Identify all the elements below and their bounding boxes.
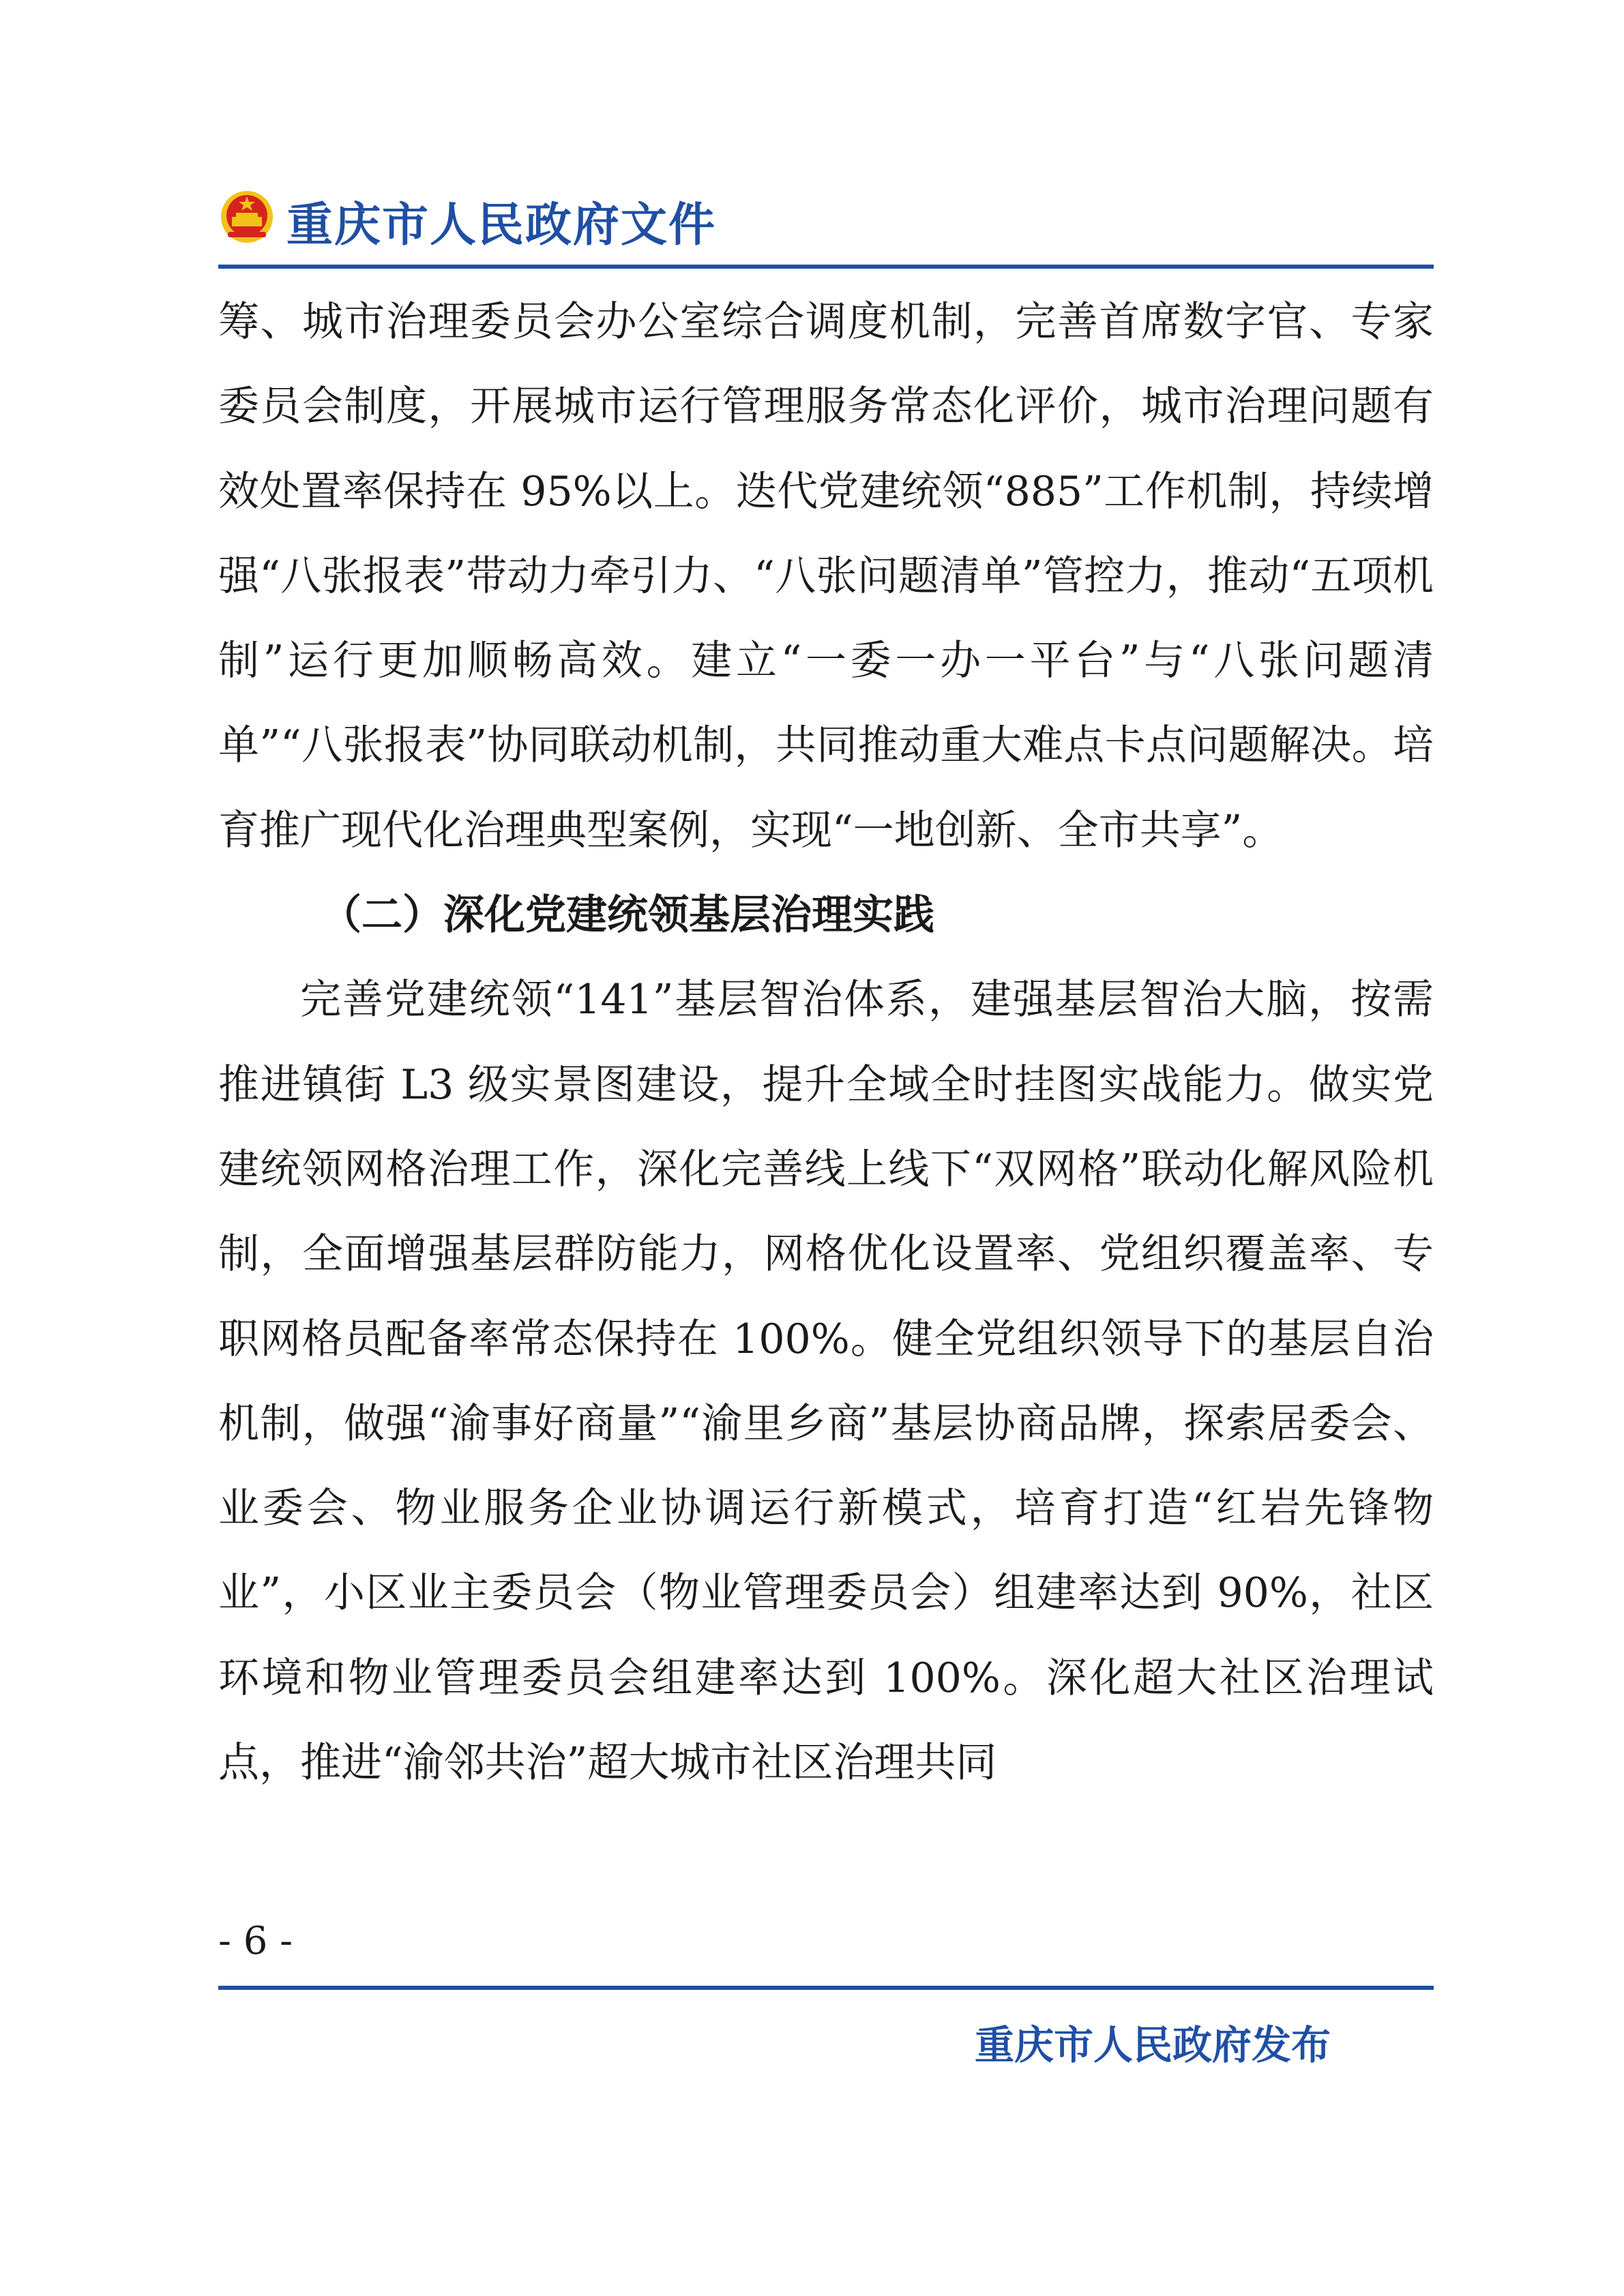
national-emblem-icon bbox=[218, 187, 276, 244]
page-number: - 6 - bbox=[218, 1919, 293, 1963]
footer-divider bbox=[218, 1986, 1434, 1990]
section-heading: （二）深化党建统领基层治理实践 bbox=[321, 891, 934, 940]
body-paragraph: 筹、城市治理委员会办公室综合调度机制，完善首席数字官、专家委员会制度，开展城市运行管理服务常态化评价，城市治理问题有效处置率保持在 95%以上。迭代党建统领“885”工作机制，持续增强“八张报表”带动力牵引力、“八张问题清单”管控力，推动“五项机制”运行更加顺畅高效。建立“一委一办一平台”与“八张问题清单”“八张报表”协同联动机制，共同推动重大难点卡点问题解决。培育推广现代化治理典型案例，实现“一地创新、全市共享”。 bbox=[218, 298, 1434, 854]
body-paragraph: 完善党建统领“141”基层智治体系，建强基层智治大脑，按需推进镇街 L3 级实景图建设，提升全域全时挂图实战能力。做实党建统领网格治理工作，深化完善线上线下“双网格”联动化解风险机制，全面增强基层群防能力，网格优化设置率、党组织覆盖率、专职网格员配备率常态保持在 100%。健全党组织领导下的基层自治机制，做强“渝事好商量”“渝里乡商”基层协商品牌，探索居委会、业委会、物业服务企业协调运行新模式，培育打造“红岩先锋物业”，小区业主委员会（物业管理委员会）组建率达到 90%，社区环境和物业管理委员会组建率达到 100%。深化超大社区治理试点，推进“渝邻共治”超大城市社区治理共同 bbox=[218, 976, 1434, 1787]
document-body bbox=[218, 280, 1434, 1805]
footer-publisher: 重庆市人民政府发布 bbox=[974, 2022, 1331, 2068]
document-header-title: 重庆市人民政府文件 bbox=[286, 198, 717, 252]
document-header bbox=[218, 179, 1432, 254]
header-divider bbox=[218, 265, 1434, 269]
